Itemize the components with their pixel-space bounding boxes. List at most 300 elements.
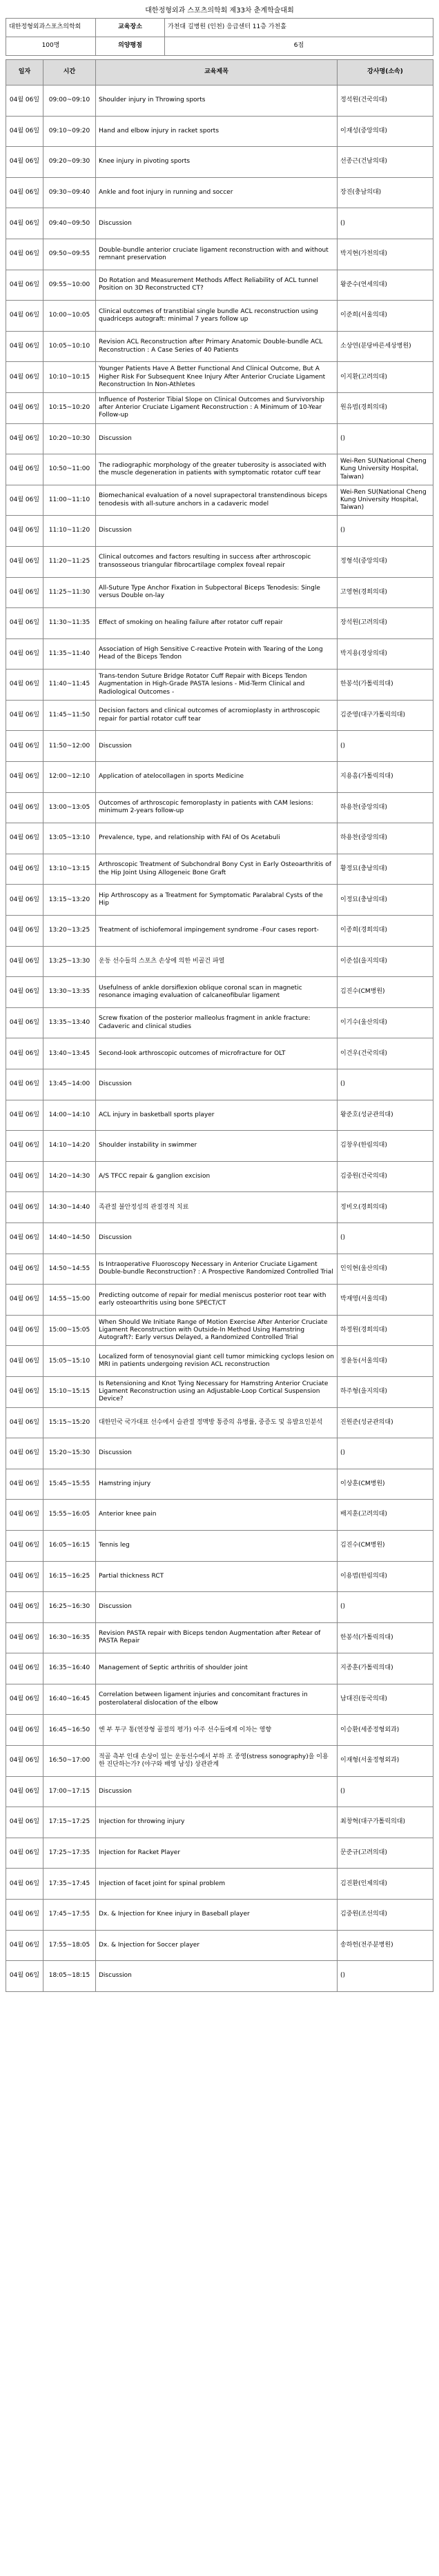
row-lecturer: 남대진(동국의대) <box>338 1684 433 1715</box>
table-row <box>6 792 433 823</box>
table-row <box>6 362 433 393</box>
schedule-body <box>6 85 433 1992</box>
attendee-count: 100명 <box>6 37 96 56</box>
row-lecturer: 정윤동(서울의대) <box>338 1346 433 1377</box>
table-row <box>6 1869 433 1900</box>
row-lecturer: 김준영(대구가톨릭의대) <box>338 700 433 731</box>
row-subject: Biomechanical evaluation of a novel suprapectoral transtendinous biceps tenodesis with all-suture anchors in a cadaveric model <box>96 485 338 516</box>
row-date: 04월 06일 <box>6 1900 43 1931</box>
row-lecturer: 이정묘(충남의대) <box>338 885 433 916</box>
row-lecturer: 왕준수(연세의대) <box>338 270 433 301</box>
row-time: 10:10~10:15 <box>43 362 96 393</box>
table-row <box>6 1838 433 1869</box>
row-date: 04월 06일 <box>6 762 43 793</box>
row-lecturer: Wei-Ren SU(National Cheng Kung University Hospital, Taiwan) <box>338 454 433 485</box>
row-lecturer: 김중원(조선의대) <box>338 1900 433 1931</box>
row-lecturer: () <box>338 1438 433 1469</box>
table-row <box>6 1653 433 1684</box>
row-date: 04월 06일 <box>6 1500 43 1531</box>
row-subject: Discussion <box>96 423 338 454</box>
venue-value: 가천대 길병원 (인천) 응급센터 11층 가천홀 <box>165 19 433 37</box>
table-row <box>6 147 433 178</box>
row-date: 04월 06일 <box>6 423 43 454</box>
row-lecturer: () <box>338 1776 433 1807</box>
row-lecturer: () <box>338 1961 433 1992</box>
row-date: 04월 06일 <box>6 792 43 823</box>
row-date: 04월 06일 <box>6 177 43 208</box>
row-time: 13:15~13:20 <box>43 885 96 916</box>
row-time: 10:00~10:05 <box>43 301 96 332</box>
row-lecturer: 장진(충남의대) <box>338 177 433 208</box>
row-time: 11:10~11:20 <box>43 516 96 547</box>
row-time: 14:20~14:30 <box>43 1161 96 1192</box>
row-date: 04월 06일 <box>6 362 43 393</box>
table-row <box>6 392 433 423</box>
row-date: 04월 06일 <box>6 1007 43 1038</box>
row-subject: Dx. & Injection for Soccer player <box>96 1930 338 1961</box>
table-row <box>6 1254 433 1285</box>
table-row <box>6 1007 433 1038</box>
row-time: 14:00~14:10 <box>43 1100 96 1131</box>
row-subject: Localized form of tenosynovial giant cell tumor mimicking cyclops lesion on MRI in patients undergoing revision ACL reconstruction <box>96 1346 338 1377</box>
row-lecturer: 소상연(분당바른세상병원) <box>338 331 433 362</box>
row-subject: Clinical outcomes and factors resulting in success after arthroscopic transosseous triangular fibrocartilage complex foveal repair <box>96 546 338 577</box>
table-row <box>6 546 433 577</box>
row-time: 11:35~11:40 <box>43 638 96 670</box>
row-time: 15:05~15:10 <box>43 1346 96 1377</box>
row-subject: Is Retensioning and Knot Tying Necessary for Hamstring Anterior Cruciate Ligament Reconstruction using an Adjustable-Loop Cortical Suspension Device? <box>96 1376 338 1407</box>
row-time: 14:50~14:55 <box>43 1254 96 1285</box>
row-lecturer: () <box>338 731 433 762</box>
table-row <box>6 1192 433 1223</box>
row-lecturer: 왕준호(성균관의대) <box>338 1100 433 1131</box>
venue-label: 교육장소 <box>96 19 165 37</box>
row-lecturer: 하정원(경희의대) <box>338 1315 433 1346</box>
row-time: 16:45~16:50 <box>43 1715 96 1746</box>
row-date: 04월 06일 <box>6 1131 43 1162</box>
table-row <box>6 516 433 547</box>
row-date: 04월 06일 <box>6 1684 43 1715</box>
row-date: 04월 06일 <box>6 1469 43 1500</box>
table-row <box>6 885 433 916</box>
row-lecturer: 이용범(한림의대) <box>338 1561 433 1592</box>
row-time: 14:10~14:20 <box>43 1131 96 1162</box>
table-row <box>6 916 433 947</box>
row-lecturer: 배지훈(고려의대) <box>338 1500 433 1531</box>
row-subject: Treatment of ischiofemoral impingement syndrome -Four cases report- <box>96 916 338 947</box>
row-subject: Clinical outcomes of transtibial single bundle ACL reconstruction using quadriceps autograft: minimal 7 years follow up <box>96 301 338 332</box>
row-date: 04월 06일 <box>6 1192 43 1223</box>
row-lecturer: 김중원(건국의대) <box>338 1161 433 1192</box>
row-subject: Correlation between ligament injuries and concomitant fractures in posterolateral dislocation of the elbow <box>96 1684 338 1715</box>
table-row <box>6 854 433 885</box>
row-date: 04월 06일 <box>6 1315 43 1346</box>
row-date: 04월 06일 <box>6 147 43 178</box>
row-lecturer: 문준규(고려의대) <box>338 1838 433 1869</box>
row-time: 13:10~13:15 <box>43 854 96 885</box>
row-date: 04월 06일 <box>6 1069 43 1100</box>
row-date: 04월 06일 <box>6 823 43 854</box>
table-row <box>6 1346 433 1377</box>
row-date: 04월 06일 <box>6 946 43 977</box>
row-date: 04월 06일 <box>6 1869 43 1900</box>
col-lecturer: 강사명(소속) <box>338 60 433 85</box>
row-time: 11:30~11:35 <box>43 608 96 639</box>
table-row <box>6 454 433 485</box>
row-date: 04월 06일 <box>6 854 43 885</box>
row-time: 16:35~16:40 <box>43 1653 96 1684</box>
row-subject: Management of Septic arthritis of shoulder joint <box>96 1653 338 1684</box>
row-lecturer: 김진수(CM병원) <box>338 977 433 1008</box>
table-row <box>6 1100 433 1131</box>
row-date: 04월 06일 <box>6 454 43 485</box>
row-time: 13:05~13:10 <box>43 823 96 854</box>
row-lecturer: 정형석(중앙의대) <box>338 546 433 577</box>
row-subject: Discussion <box>96 516 338 547</box>
row-subject: 엔 부 투구 통(연장형 골절의 평가) 아주 선수들에게 이차는 영향 <box>96 1715 338 1746</box>
row-lecturer: 고영현(경희의대) <box>338 577 433 608</box>
table-row <box>6 1038 433 1069</box>
row-time: 16:30~16:35 <box>43 1622 96 1653</box>
table-row <box>6 1285 433 1316</box>
row-time: 15:15~15:20 <box>43 1407 96 1438</box>
row-lecturer: 지종훈(가톨릭의대) <box>338 1653 433 1684</box>
row-lecturer: 정석원(건국의대) <box>338 85 433 117</box>
row-subject: Discussion <box>96 1592 338 1623</box>
row-time: 15:55~16:05 <box>43 1500 96 1531</box>
row-date: 04월 06일 <box>6 270 43 301</box>
row-time: 16:50~17:00 <box>43 1746 96 1777</box>
row-subject: A/S TFCC repair & ganglion excision <box>96 1161 338 1192</box>
row-lecturer: 최창혁(대구가톨릭의대) <box>338 1807 433 1838</box>
row-time: 17:15~17:25 <box>43 1807 96 1838</box>
table-row <box>6 1961 433 1992</box>
row-time: 18:05~18:15 <box>43 1961 96 1992</box>
row-date: 04월 06일 <box>6 1285 43 1316</box>
row-time: 13:00~13:05 <box>43 792 96 823</box>
table-row <box>6 577 433 608</box>
row-lecturer: () <box>338 1592 433 1623</box>
row-time: 09:10~09:20 <box>43 116 96 147</box>
row-lecturer: 박지현(가천의대) <box>338 239 433 270</box>
row-subject: Shoulder injury in Throwing sports <box>96 85 338 117</box>
row-subject: The radiographic morphology of the greater tuberosity is associated with the muscle degeneration in patients with symptomatic rotator cuff tear <box>96 454 338 485</box>
row-date: 04월 06일 <box>6 1592 43 1623</box>
row-date: 04월 06일 <box>6 1776 43 1807</box>
row-lecturer: 인익현(울산의대) <box>338 1254 433 1285</box>
row-date: 04월 06일 <box>6 977 43 1008</box>
table-row <box>6 331 433 362</box>
row-subject: Discussion <box>96 208 338 239</box>
row-date: 04월 06일 <box>6 392 43 423</box>
row-time: 11:25~11:30 <box>43 577 96 608</box>
row-subject: All-Suture Type Anchor Fixation in Subpectoral Biceps Tenodesis: Single versus Double on-lay <box>96 577 338 608</box>
row-date: 04월 06일 <box>6 700 43 731</box>
row-time: 13:20~13:25 <box>43 916 96 947</box>
row-lecturer: 지용흠(가톨릭의대) <box>338 762 433 793</box>
row-lecturer: 이승환(세종정형외과) <box>338 1715 433 1746</box>
row-date: 04월 06일 <box>6 116 43 147</box>
row-time: 10:15~10:20 <box>43 392 96 423</box>
row-date: 04월 06일 <box>6 731 43 762</box>
row-time: 12:00~12:10 <box>43 762 96 793</box>
row-time: 11:20~11:25 <box>43 546 96 577</box>
row-subject: Revision PASTA repair with Biceps tendon Augmentation after Retear of PASTA Repair <box>96 1622 338 1653</box>
table-row <box>6 700 433 731</box>
row-date: 04월 06일 <box>6 301 43 332</box>
table-row <box>6 1776 433 1807</box>
row-lecturer: 이지환(고려의대) <box>338 362 433 393</box>
row-lecturer: 선종근(건남의대) <box>338 147 433 178</box>
row-subject: Hip Arthroscopy as a Treatment for Symptomatic Paralabral Cysts of the Hip <box>96 885 338 916</box>
row-date: 04월 06일 <box>6 1653 43 1684</box>
info-table <box>6 18 433 56</box>
row-time: 15:45~15:55 <box>43 1469 96 1500</box>
row-lecturer: () <box>338 1069 433 1100</box>
row-time: 09:55~10:00 <box>43 270 96 301</box>
row-lecturer: 이건우(건국의대) <box>338 1038 433 1069</box>
row-date: 04월 06일 <box>6 331 43 362</box>
row-lecturer: 박지용(경상의대) <box>338 638 433 670</box>
row-time: 16:05~16:15 <box>43 1530 96 1561</box>
row-date: 04월 06일 <box>6 1438 43 1469</box>
credit-label: 의양평점 <box>96 37 165 56</box>
row-lecturer: 한봉석(가톨릭의대) <box>338 1622 433 1653</box>
row-subject: Partial thickness RCT <box>96 1561 338 1592</box>
row-date: 04월 06일 <box>6 1346 43 1377</box>
table-row <box>6 608 433 639</box>
row-subject: Double-bundle anterior cruciate ligament reconstruction with and without remnant preservation <box>96 239 338 270</box>
table-row <box>6 1684 433 1715</box>
table-row <box>6 1715 433 1746</box>
row-lecturer: () <box>338 423 433 454</box>
row-subject: Shoulder instability in swimmer <box>96 1131 338 1162</box>
row-date: 04월 06일 <box>6 1838 43 1869</box>
col-subject: 교육제목 <box>96 60 338 85</box>
row-subject: Predicting outcome of repair for medial meniscus posterior root tear with early osteoarthritis using bone SPECT/CT <box>96 1285 338 1316</box>
row-date: 04월 06일 <box>6 1961 43 1992</box>
table-row <box>6 977 433 1008</box>
row-subject: Discussion <box>96 731 338 762</box>
row-lecturer: Wei-Ren SU(National Cheng Kung University Hospital, Taiwan) <box>338 485 433 516</box>
row-subject: Discussion <box>96 1961 338 1992</box>
row-lecturer: () <box>338 516 433 547</box>
col-date: 일자 <box>6 60 43 85</box>
row-subject: 적골 측부 인대 손상이 있는 운동선수에서 부하 조 종영(stress sonography)을 이용한 진단하는가? (야구와 배영 남성) 상관관계 <box>96 1746 338 1777</box>
table-row <box>6 731 433 762</box>
table-row <box>6 270 433 301</box>
row-time: 14:30~14:40 <box>43 1192 96 1223</box>
col-time: 시간 <box>43 60 96 85</box>
row-subject: Prevalence, type, and relationship with FAI of Os Acetabuli <box>96 823 338 854</box>
row-lecturer: 이상훈(CM병원) <box>338 1469 433 1500</box>
row-lecturer: 이재성(중앙의대) <box>338 116 433 147</box>
row-lecturer: 박재영(서울의대) <box>338 1285 433 1316</box>
row-date: 04월 06일 <box>6 916 43 947</box>
row-lecturer: 하용찬(중앙의대) <box>338 792 433 823</box>
row-lecturer: 진원준(성균관의대) <box>338 1407 433 1438</box>
row-lecturer: 김진환(인제의대) <box>338 1869 433 1900</box>
table-row <box>6 823 433 854</box>
table-row <box>6 1069 433 1100</box>
row-date: 04월 06일 <box>6 577 43 608</box>
row-date: 04월 06일 <box>6 1161 43 1192</box>
row-date: 04월 06일 <box>6 638 43 670</box>
table-row <box>6 116 433 147</box>
row-time: 14:55~15:00 <box>43 1285 96 1316</box>
row-subject: Outcomes of arthroscopic femoroplasty in patients with CAM lesions: minimum 2-years follow-up <box>96 792 338 823</box>
row-subject: Effect of smoking on healing failure after rotator cuff repair <box>96 608 338 639</box>
row-lecturer: 하용찬(중앙의대) <box>338 823 433 854</box>
row-subject: Influence of Posterior Tibial Slope on Clinical Outcomes and Survivorship after Anterior Cruciate Ligament Reconstruction : A Minimum of 10-Year Follow-up <box>96 392 338 423</box>
row-lecturer: 김진수(CM병원) <box>338 1530 433 1561</box>
table-row <box>6 1222 433 1254</box>
row-time: 17:35~17:45 <box>43 1869 96 1900</box>
row-lecturer: 김창우(한림의대) <box>338 1131 433 1162</box>
row-subject: Usefulness of ankle dorsiflexion oblique coronal scan in magnetic resonance imaging evaluation of calcaneofibular ligament <box>96 977 338 1008</box>
row-time: 17:55~18:05 <box>43 1930 96 1961</box>
row-date: 04월 06일 <box>6 1038 43 1069</box>
row-subject: Dx. & Injection for Knee injury in Baseball player <box>96 1900 338 1931</box>
page-title: 대한정형외과 스포츠의학회 제33차 춘계학술대회 <box>145 7 294 14</box>
row-time: 17:25~17:35 <box>43 1838 96 1869</box>
row-subject: Screw fixation of the posterior malleolus fragment in ankle fracture: Cadaveric and clinical studies <box>96 1007 338 1038</box>
row-date: 04월 06일 <box>6 885 43 916</box>
row-subject: 대한민국 국가대표 선수에서 슬관절 정맥방 통증의 유병률, 중증도 및 유발요인분석 <box>96 1407 338 1438</box>
schedule-header-row <box>6 60 433 85</box>
table-row <box>6 1746 433 1777</box>
table-row <box>6 301 433 332</box>
row-time: 17:00~17:15 <box>43 1776 96 1807</box>
table-row <box>6 946 433 977</box>
row-time: 16:15~16:25 <box>43 1561 96 1592</box>
row-date: 04월 06일 <box>6 208 43 239</box>
credit-value: 6점 <box>165 37 433 56</box>
row-lecturer: 장석원(고려의대) <box>338 608 433 639</box>
row-lecturer: 황정묘(충남의대) <box>338 854 433 885</box>
row-lecturer: 하주형(을지의대) <box>338 1376 433 1407</box>
row-subject: Second-look arthroscopic outcomes of microfracture for OLT <box>96 1038 338 1069</box>
table-row <box>6 177 433 208</box>
row-time: 17:45~17:55 <box>43 1900 96 1931</box>
row-lecturer: () <box>338 1222 433 1254</box>
row-time: 13:30~13:35 <box>43 977 96 1008</box>
table-row <box>6 1561 433 1592</box>
table-row <box>6 1592 433 1623</box>
row-subject: Ankle and foot injury in running and soccer <box>96 177 338 208</box>
row-time: 15:20~15:30 <box>43 1438 96 1469</box>
row-date: 04월 06일 <box>6 1930 43 1961</box>
row-lecturer: 원유범(경희의대) <box>338 392 433 423</box>
table-row <box>6 1807 433 1838</box>
row-date: 04월 06일 <box>6 670 43 701</box>
row-subject: Discussion <box>96 1438 338 1469</box>
row-time: 10:20~10:30 <box>43 423 96 454</box>
table-row <box>6 762 433 793</box>
table-row <box>6 1315 433 1346</box>
row-date: 04월 06일 <box>6 85 43 117</box>
row-time: 09:40~09:50 <box>43 208 96 239</box>
row-lecturer: 정비오(경희의대) <box>338 1192 433 1223</box>
row-date: 04월 06일 <box>6 239 43 270</box>
row-subject: ACL injury in basketball sports player <box>96 1100 338 1131</box>
row-subject: 족관절 불안정성의 관절경적 치료 <box>96 1192 338 1223</box>
row-subject: Injection for throwing injury <box>96 1807 338 1838</box>
table-row <box>6 1438 433 1469</box>
table-row <box>6 670 433 701</box>
row-lecturer: () <box>338 208 433 239</box>
table-row <box>6 485 433 516</box>
row-time: 13:45~14:00 <box>43 1069 96 1100</box>
row-date: 04월 06일 <box>6 1715 43 1746</box>
schedule-table <box>6 59 433 1992</box>
row-lecturer: 이준희(서울의대) <box>338 301 433 332</box>
table-row <box>6 239 433 270</box>
row-date: 04월 06일 <box>6 1561 43 1592</box>
table-row <box>6 208 433 239</box>
row-subject: Discussion <box>96 1069 338 1100</box>
row-subject: Trans-tendon Suture Bridge Rotator Cuff Repair with Biceps Tendon Augmentation in High-Grade PASTA lesions - Mid-Term Clinical and Radiological Outcomes - <box>96 670 338 701</box>
row-subject: Knee injury in pivoting sports <box>96 147 338 178</box>
row-subject: Injection of facet joint for spinal problem <box>96 1869 338 1900</box>
row-time: 13:25~13:30 <box>43 946 96 977</box>
row-date: 04월 06일 <box>6 485 43 516</box>
row-time: 11:45~11:50 <box>43 700 96 731</box>
row-time: 09:30~09:40 <box>43 177 96 208</box>
row-time: 15:00~15:05 <box>43 1315 96 1346</box>
row-time: 11:50~12:00 <box>43 731 96 762</box>
society-name: 대한정형외과스포츠의학회 <box>6 19 96 37</box>
row-time: 16:25~16:30 <box>43 1592 96 1623</box>
row-date: 04월 06일 <box>6 1407 43 1438</box>
table-row <box>6 1500 433 1531</box>
table-row <box>6 423 433 454</box>
row-time: 13:40~13:45 <box>43 1038 96 1069</box>
row-date: 04월 06일 <box>6 1222 43 1254</box>
row-subject: Discussion <box>96 1222 338 1254</box>
row-time: 09:00~09:10 <box>43 85 96 117</box>
row-subject: Is Intraoperative Fluoroscopy Necessary in Anterior Cruciate Ligament Double-bundle Reconstruction? : A Prospective Randomized Controlled Trial <box>96 1254 338 1285</box>
row-date: 04월 06일 <box>6 546 43 577</box>
row-subject: Application of atelocollagen in sports Medicine <box>96 762 338 793</box>
table-row <box>6 1622 433 1653</box>
table-row <box>6 1930 433 1961</box>
row-time: 14:40~14:50 <box>43 1222 96 1254</box>
row-time: 09:20~09:30 <box>43 147 96 178</box>
table-row <box>6 1161 433 1192</box>
row-date: 04월 06일 <box>6 1376 43 1407</box>
row-date: 04월 06일 <box>6 1530 43 1561</box>
table-row <box>6 1900 433 1931</box>
row-subject: Anterior knee pain <box>96 1500 338 1531</box>
row-subject: When Should We Initiate Range of Motion Exercise After Anterior Cruciate Ligament Reconstruction with Outside-In Method Using Hamstring Autograft?: Early versus Delayed, a Randomized Controlled Trial <box>96 1315 338 1346</box>
row-lecturer: 이기수(울산의대) <box>338 1007 433 1038</box>
row-subject: Decision factors and clinical outcomes of acromioplasty in arthroscopic repair for partial rotator cuff tear <box>96 700 338 731</box>
row-date: 04월 06일 <box>6 1254 43 1285</box>
row-lecturer: 한봉석(가톨릭의대) <box>338 670 433 701</box>
row-lecturer: 이재형(서울정형외과) <box>338 1746 433 1777</box>
row-time: 11:40~11:45 <box>43 670 96 701</box>
row-lecturer: 송하헌(전주분병원) <box>338 1930 433 1961</box>
row-subject: Arthroscopic Treatment of Subchondral Bony Cyst in Early Osteoarthritis of the Hip Joint Using Allogeneic Bone Graft <box>96 854 338 885</box>
table-row <box>6 1407 433 1438</box>
row-date: 04월 06일 <box>6 516 43 547</box>
row-subject: Do Rotation and Measurement Methods Affect Reliability of ACL tunnel Position on 3D Reconstructed CT? <box>96 270 338 301</box>
row-subject: Tennis leg <box>96 1530 338 1561</box>
row-time: 10:50~11:00 <box>43 454 96 485</box>
table-row <box>6 1469 433 1500</box>
row-subject: Association of High Sensitive C-reactive Protein with Tearing of the Long Head of the Biceps Tendon <box>96 638 338 670</box>
